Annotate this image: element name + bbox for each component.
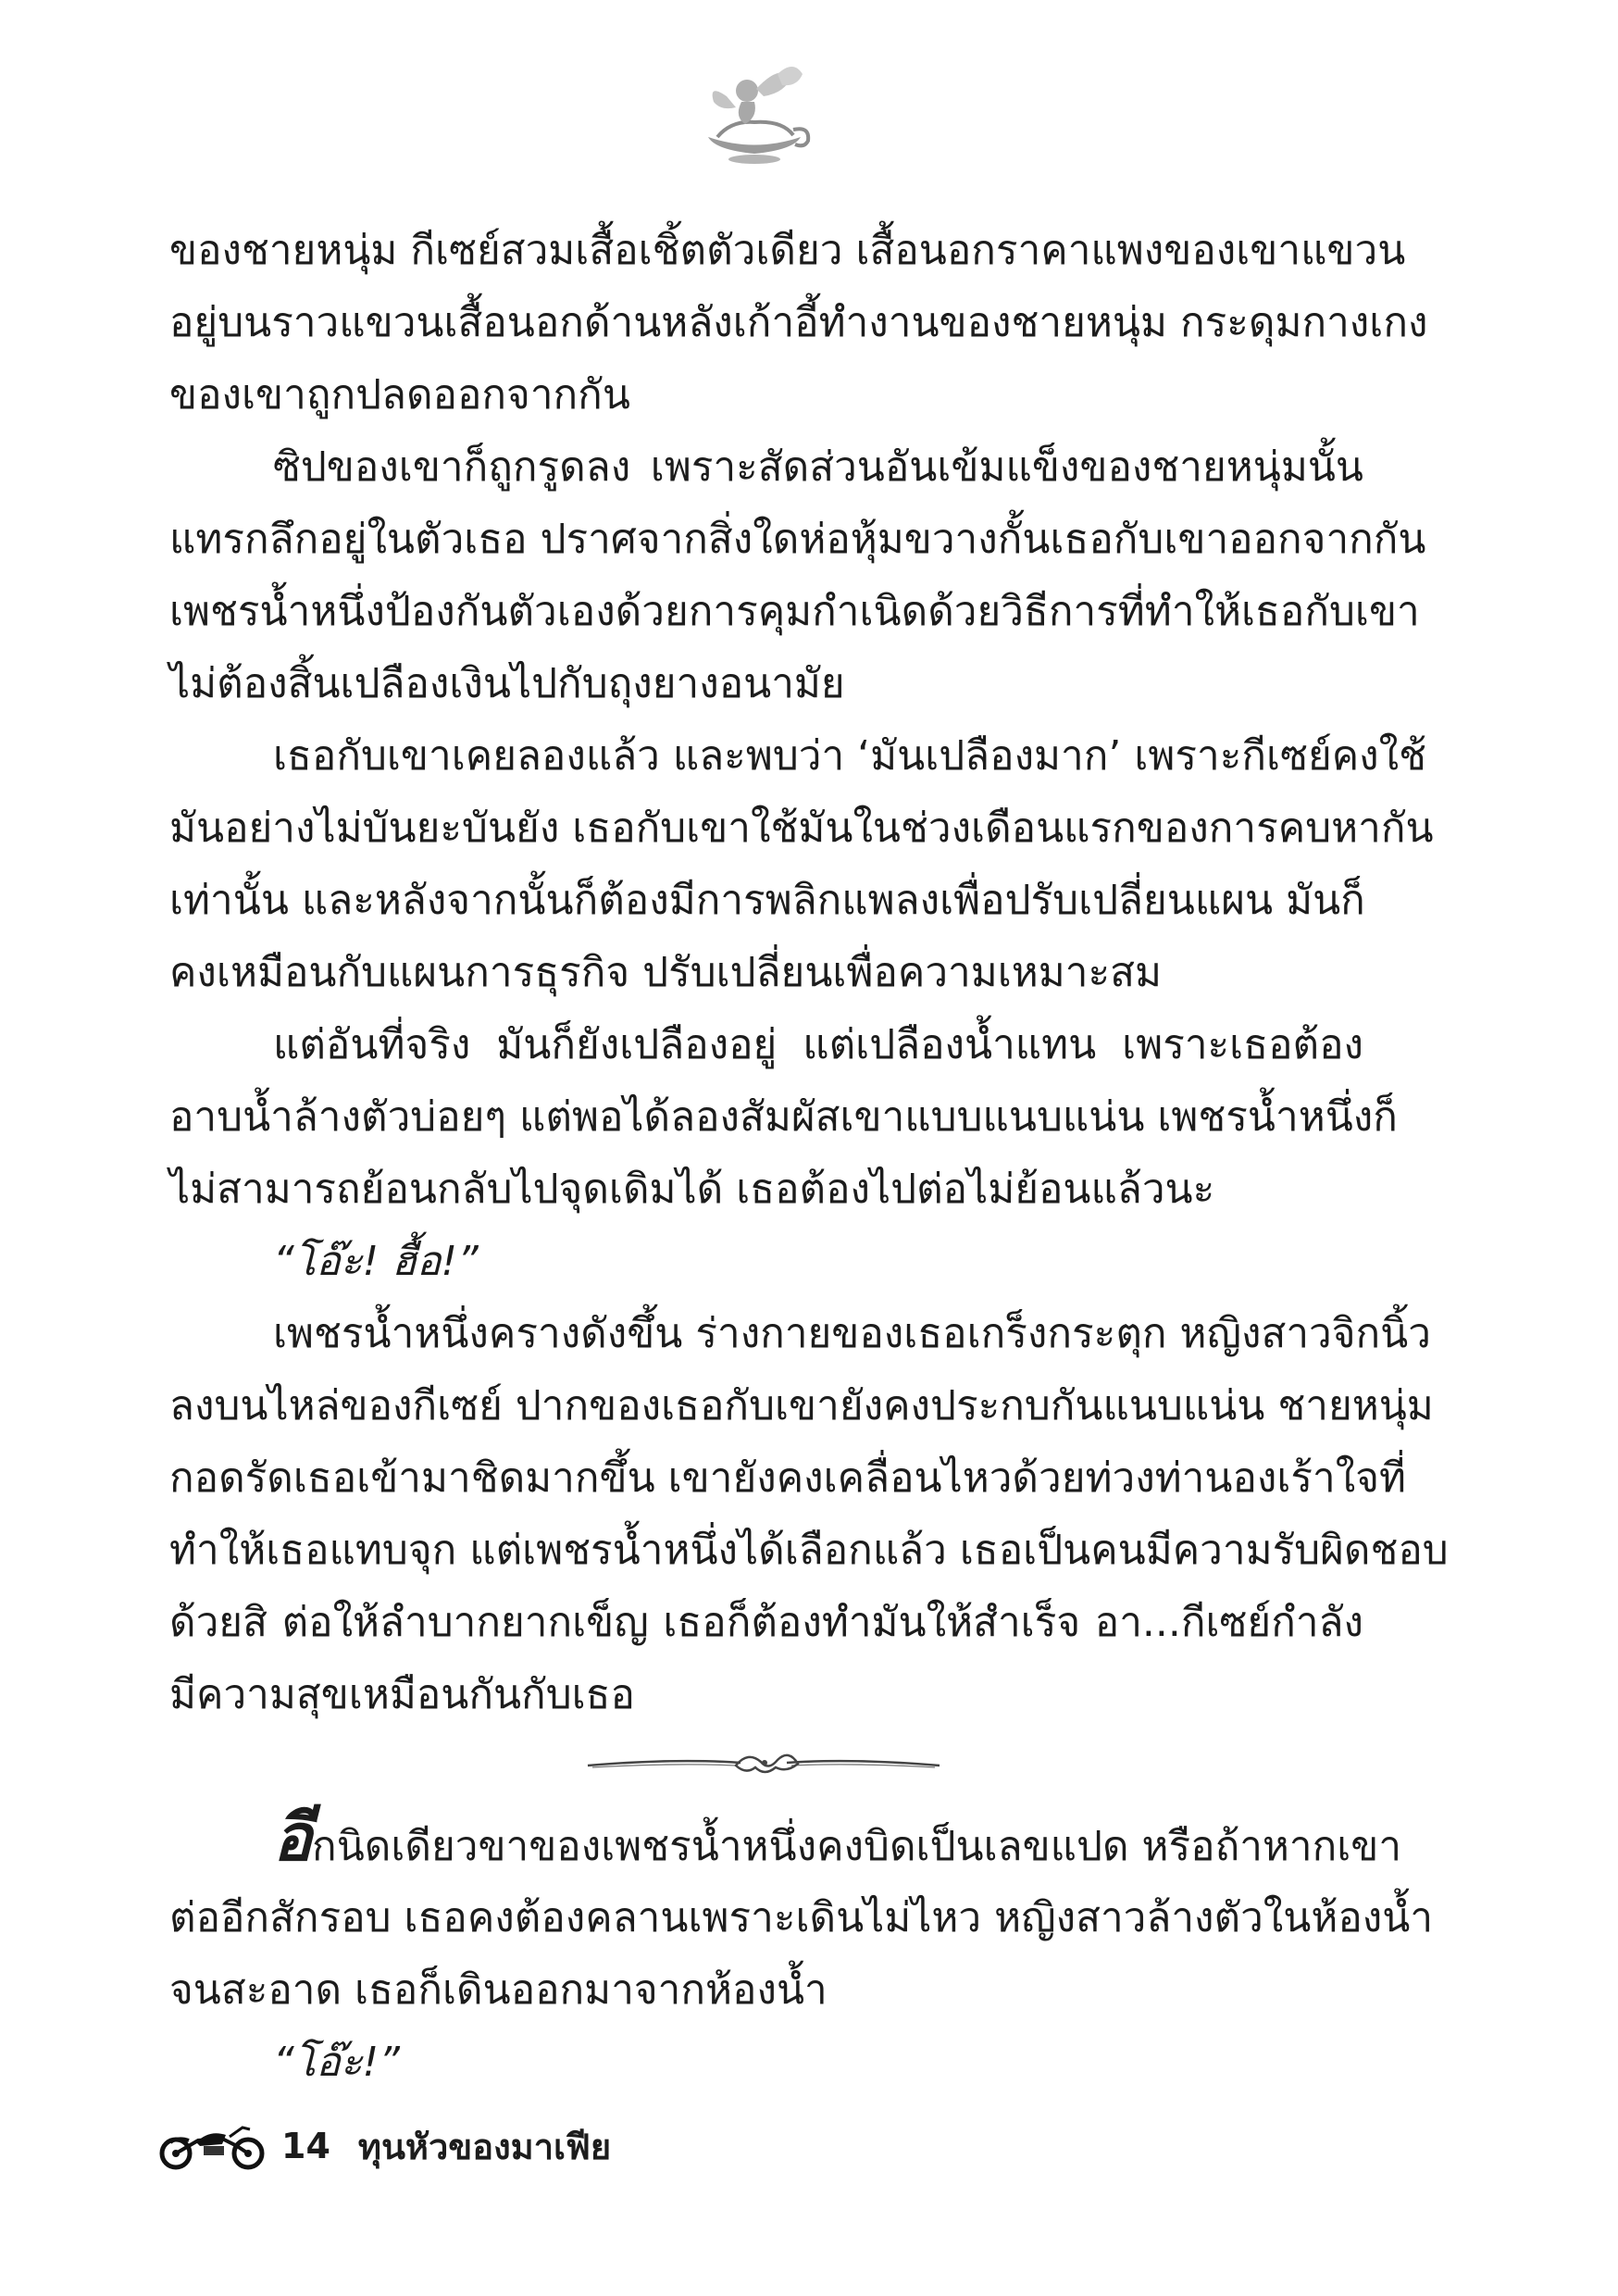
text-line: จนสะอาด เธอก็เดินออกมาจากห้องน้ำ <box>169 1966 828 2014</box>
text-line: มันอย่างไม่บันยะบันยัง เธอกับเขาใช้มันในช่วงเดือนแรกของการคบหากัน <box>169 805 1434 852</box>
text-line: ซิปของเขาก็ถูกรูดลง เพราะสัดส่วนอันเข้มแข็งของชายหนุ่มนั้น <box>273 443 1363 491</box>
paragraph <box>169 720 1434 1009</box>
paragraph <box>169 1298 1449 1731</box>
text-line: ของชายหนุ่ม กีเซย์สวมเสื้อเชิ้ตตัวเดียว เสื้อนอกราคาแพงของเขาแขวน <box>169 227 1406 274</box>
text-line: เธอกับเขาเคยลองแล้ว และพบว่า ‘มันเปลืองมาก’ เพราะกีเซย์คงใช้ <box>273 732 1426 780</box>
text-line: มีความสุขเหมือนกันกับเธอ <box>169 1671 635 1718</box>
text-line: ต่ออีกสักรอบ เธอคงต้องคลานเพราะเดินไม่ไหว หญิงสาวล้างตัวในห้องน้ำ <box>169 1894 1434 1941</box>
text-line: ไม่ต้องสิ้นเปลืองเงินไปกับถุงยางอนามัย <box>169 660 845 707</box>
text-line: เพชรน้ำหนึ่งครางดังขึ้น ร่างกายของเธอเกร็งกระตุก หญิงสาวจิกนิ้ว <box>273 1310 1431 1357</box>
drop-cap: อี <box>273 1799 313 1876</box>
text-line: แทรกลึกอยู่ในตัวเธอ ปราศจากสิ่งใดห่อหุ้มขวางกั้นเธอกับเขาออกจากกัน <box>169 516 1426 563</box>
text-line: ไม่สามารถย้อนกลับไปจุดเดิมได้ เธอต้องไปต่อไม่ย้อนแล้วนะ <box>169 1166 1215 1213</box>
text-line: กอดรัดเธอเข้ามาชิดมากขึ้น เขายังคงเคลื่อนไหวด้วยท่วงท่านองเร้าใจที่ <box>169 1454 1407 1502</box>
page-number: 14 <box>281 2126 330 2166</box>
text-line: เพชรน้ำหนึ่งป้องกันตัวเองด้วยการคุมกำเนิดด้วยวิธีการที่ทำให้เธอกับเขา <box>169 588 1420 635</box>
page-footer <box>157 2118 611 2174</box>
book-title: ทุนหัวของมาเฟีย <box>357 2126 612 2167</box>
text-line: เท่านั้น และหลังจากนั้นก็ต้องมีการพลิกแพลงเพื่อปรับเปลี่ยนแผน มันก็ <box>169 877 1365 924</box>
dialogue-line: “โอ๊ะ!” <box>273 2039 400 2086</box>
motorcycle-icon <box>157 2122 267 2170</box>
paragraph <box>169 431 1426 720</box>
text-line: ด้วยสิ ต่อให้ลำบากยากเข็ญ เธอก็ต้องทำมันให้สำเร็จ อา...กีเซย์กำลัง <box>169 1599 1363 1646</box>
text-line: ทำให้เธอแทบจุก แต่เพชรน้ำหนึ่งได้เลือกแล้ว เธอเป็นคนมีความรับผิดชอบ <box>169 1527 1449 1574</box>
dialogue-line: “โอ๊ะ! ฮื้อ!” <box>273 1238 479 1285</box>
flourish-divider <box>583 1745 944 1782</box>
paragraph <box>169 215 1428 431</box>
text-line: แต่อันที่จริง มันก็ยังเปลืองอยู่ แต่เปลืองน้ำแทน เพราะเธอต้อง <box>273 1021 1363 1068</box>
text-line: ลงบนไหล่ของกีเซย์ ปากของเธอกับเขายังคงประกบกันแนบแน่น ชายหนุ่ม <box>169 1382 1434 1429</box>
cherub-lamp-icon <box>690 56 819 167</box>
body-text <box>169 215 1449 1731</box>
first-line-text: กนิดเดียวขาของเพชรน้ำหนึ่งคงบิดเป็นเลขแปด หรือถ้าหากเขา <box>312 1823 1402 1870</box>
text-line: ของเขาถูกปลดออกจากกัน <box>169 371 630 418</box>
paragraph <box>169 1009 1398 1226</box>
section-two <box>169 1799 1434 2099</box>
dialogue <box>169 1226 1363 1298</box>
text-line: อยู่บนราวแขวนเสื้อนอกด้านหลังเก้าอี้ทำงานของชายหนุ่ม กระดุมกางเกง <box>169 299 1428 346</box>
text-line: อาบน้ำล้างตัวบ่อยๆ แต่พอได้ลองสัมผัสเขาแบบแนบแน่น เพชรน้ำหนึ่งก็ <box>169 1093 1398 1141</box>
text-line: คงเหมือนกับแผนการธุรกิจ ปรับเปลี่ยนเพื่อความเหมาะสม <box>169 949 1162 996</box>
text-line <box>169 1799 1402 1882</box>
